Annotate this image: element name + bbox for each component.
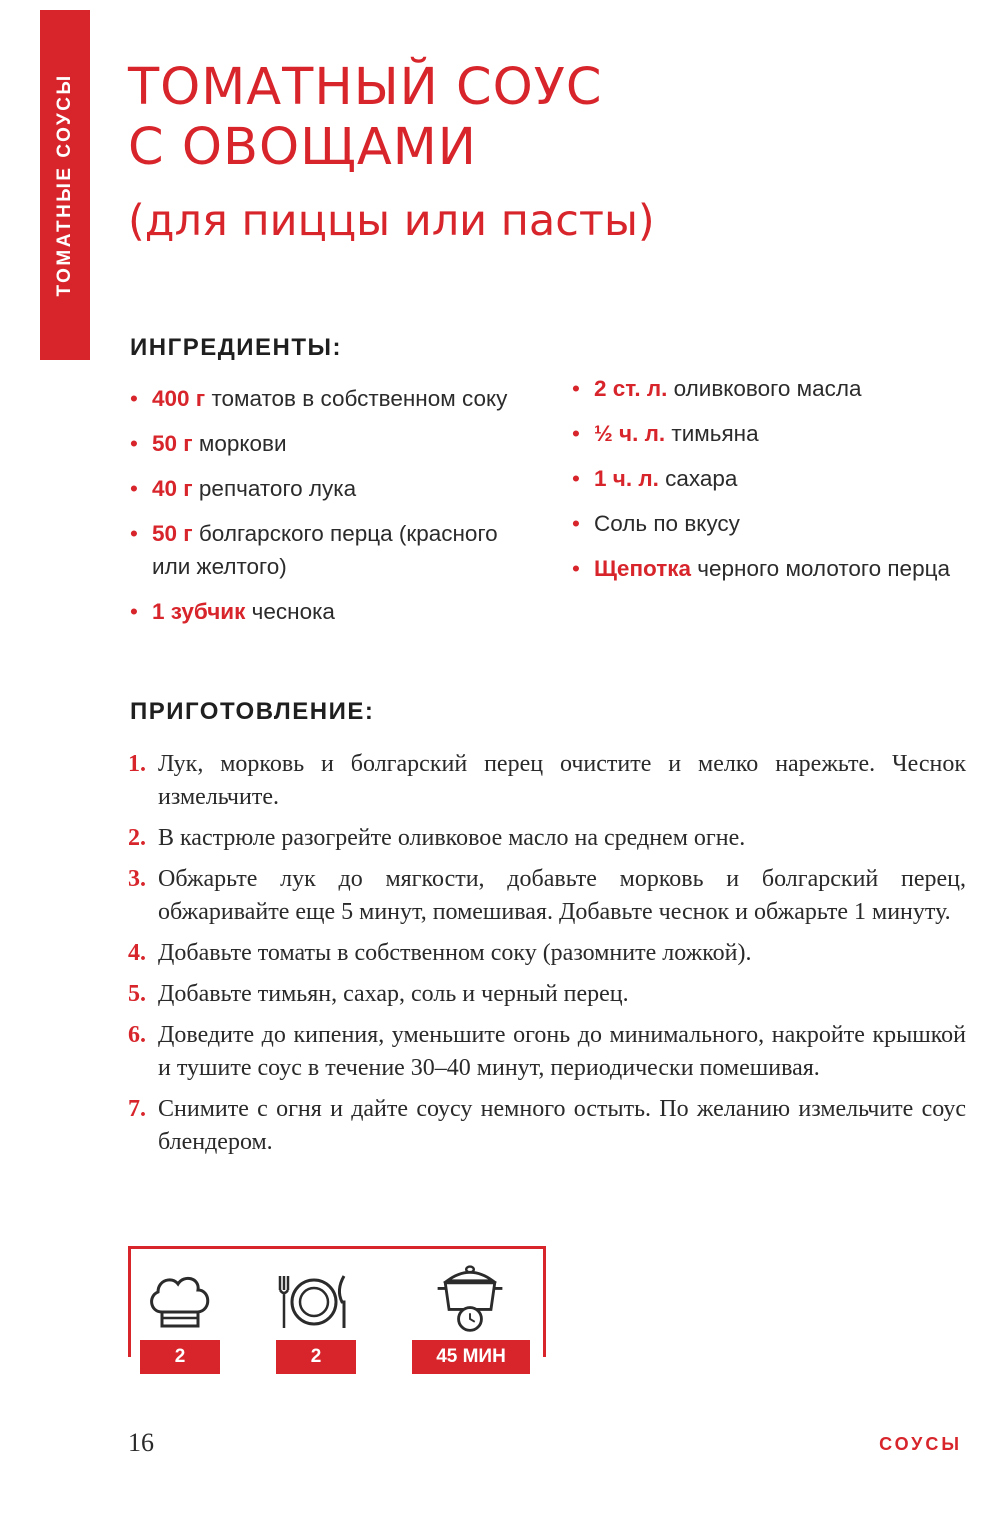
preparation-heading: ПРИГОТОВЛЕНИЕ: (130, 698, 375, 725)
ingredients-heading: ИНГРЕДИЕНТЫ: (130, 334, 343, 361)
ingredient-item: • 40 г репчатого лука (130, 472, 530, 505)
title-line-1: ТОМАТНЫЙ СОУС (128, 58, 603, 117)
step-item: 5. Добавьте тимьян, сахар, соль и черный перец. (128, 981, 629, 1007)
footer-section-label: СОУСЫ (879, 1434, 962, 1454)
ingredient-item: • 2 ст. л. оливкового масла (572, 372, 967, 405)
ingredient-item: • Щепотка черного молотого перца (572, 552, 967, 585)
ingredient-item: • 400 г томатов в собственном соку (130, 382, 530, 415)
ingredient-item: • 1 ч. л. сахара (572, 462, 967, 495)
step-item: 1. Лук, морковь и болгарский перец очистите и мелко нарежьте. Чеснок измельчите. (128, 751, 966, 810)
ingredients-right-list (572, 372, 967, 597)
plate-cutlery-icon (274, 1262, 354, 1342)
step-item: 6. Доведите до кипения, уменьшите огонь до минимального, накройте крышкой и тушите соус в течение 30–40 минут, периодически помешивая. (128, 1022, 966, 1081)
page-number: 16 (128, 1428, 154, 1457)
chef-hat-icon (140, 1262, 220, 1342)
recipe-title (128, 58, 655, 250)
time-badge: 45 МИН (412, 1340, 530, 1374)
ingredients-left-list (130, 382, 530, 640)
title-line-3: (для пиццы или пасты) (128, 196, 655, 246)
ingredient-item: • 50 г моркови (130, 427, 530, 460)
preparation-steps (128, 748, 966, 1167)
section-side-tab (40, 10, 90, 360)
step-item: 4. Добавьте томаты в собственном соку (разомните ложкой). (128, 940, 752, 966)
step-item: 7. Снимите с огня и дайте соусу немного остыть. По желанию измельчите соус блендером. (128, 1096, 966, 1155)
section-side-tab-label: ТОМАТНЫЕ СОУСЫ (54, 73, 75, 297)
pot-timer-icon (430, 1258, 510, 1338)
ingredient-item: • 50 г болгарского перца (красного или желтого) (130, 517, 530, 583)
step-item: 2. В кастрюле разогрейте оливковое масло на среднем огне. (128, 825, 746, 851)
step-item: 3. Обжарьте лук до мягкости, добавьте морковь и болгарский перец, обжаривайте еще 5 минут, помешивая. Добавьте чеснок и обжарьте 1 минуту. (128, 866, 966, 925)
ingredient-item: • ½ ч. л. тимьяна (572, 417, 967, 450)
ingredient-item: • Соль по вкусу (572, 507, 967, 540)
servings-badge: 2 (276, 1340, 356, 1374)
ingredient-item: • 1 зубчик чеснока (130, 595, 530, 628)
title-line-2: С ОВОЩАМИ (128, 118, 477, 177)
difficulty-badge: 2 (140, 1340, 220, 1374)
